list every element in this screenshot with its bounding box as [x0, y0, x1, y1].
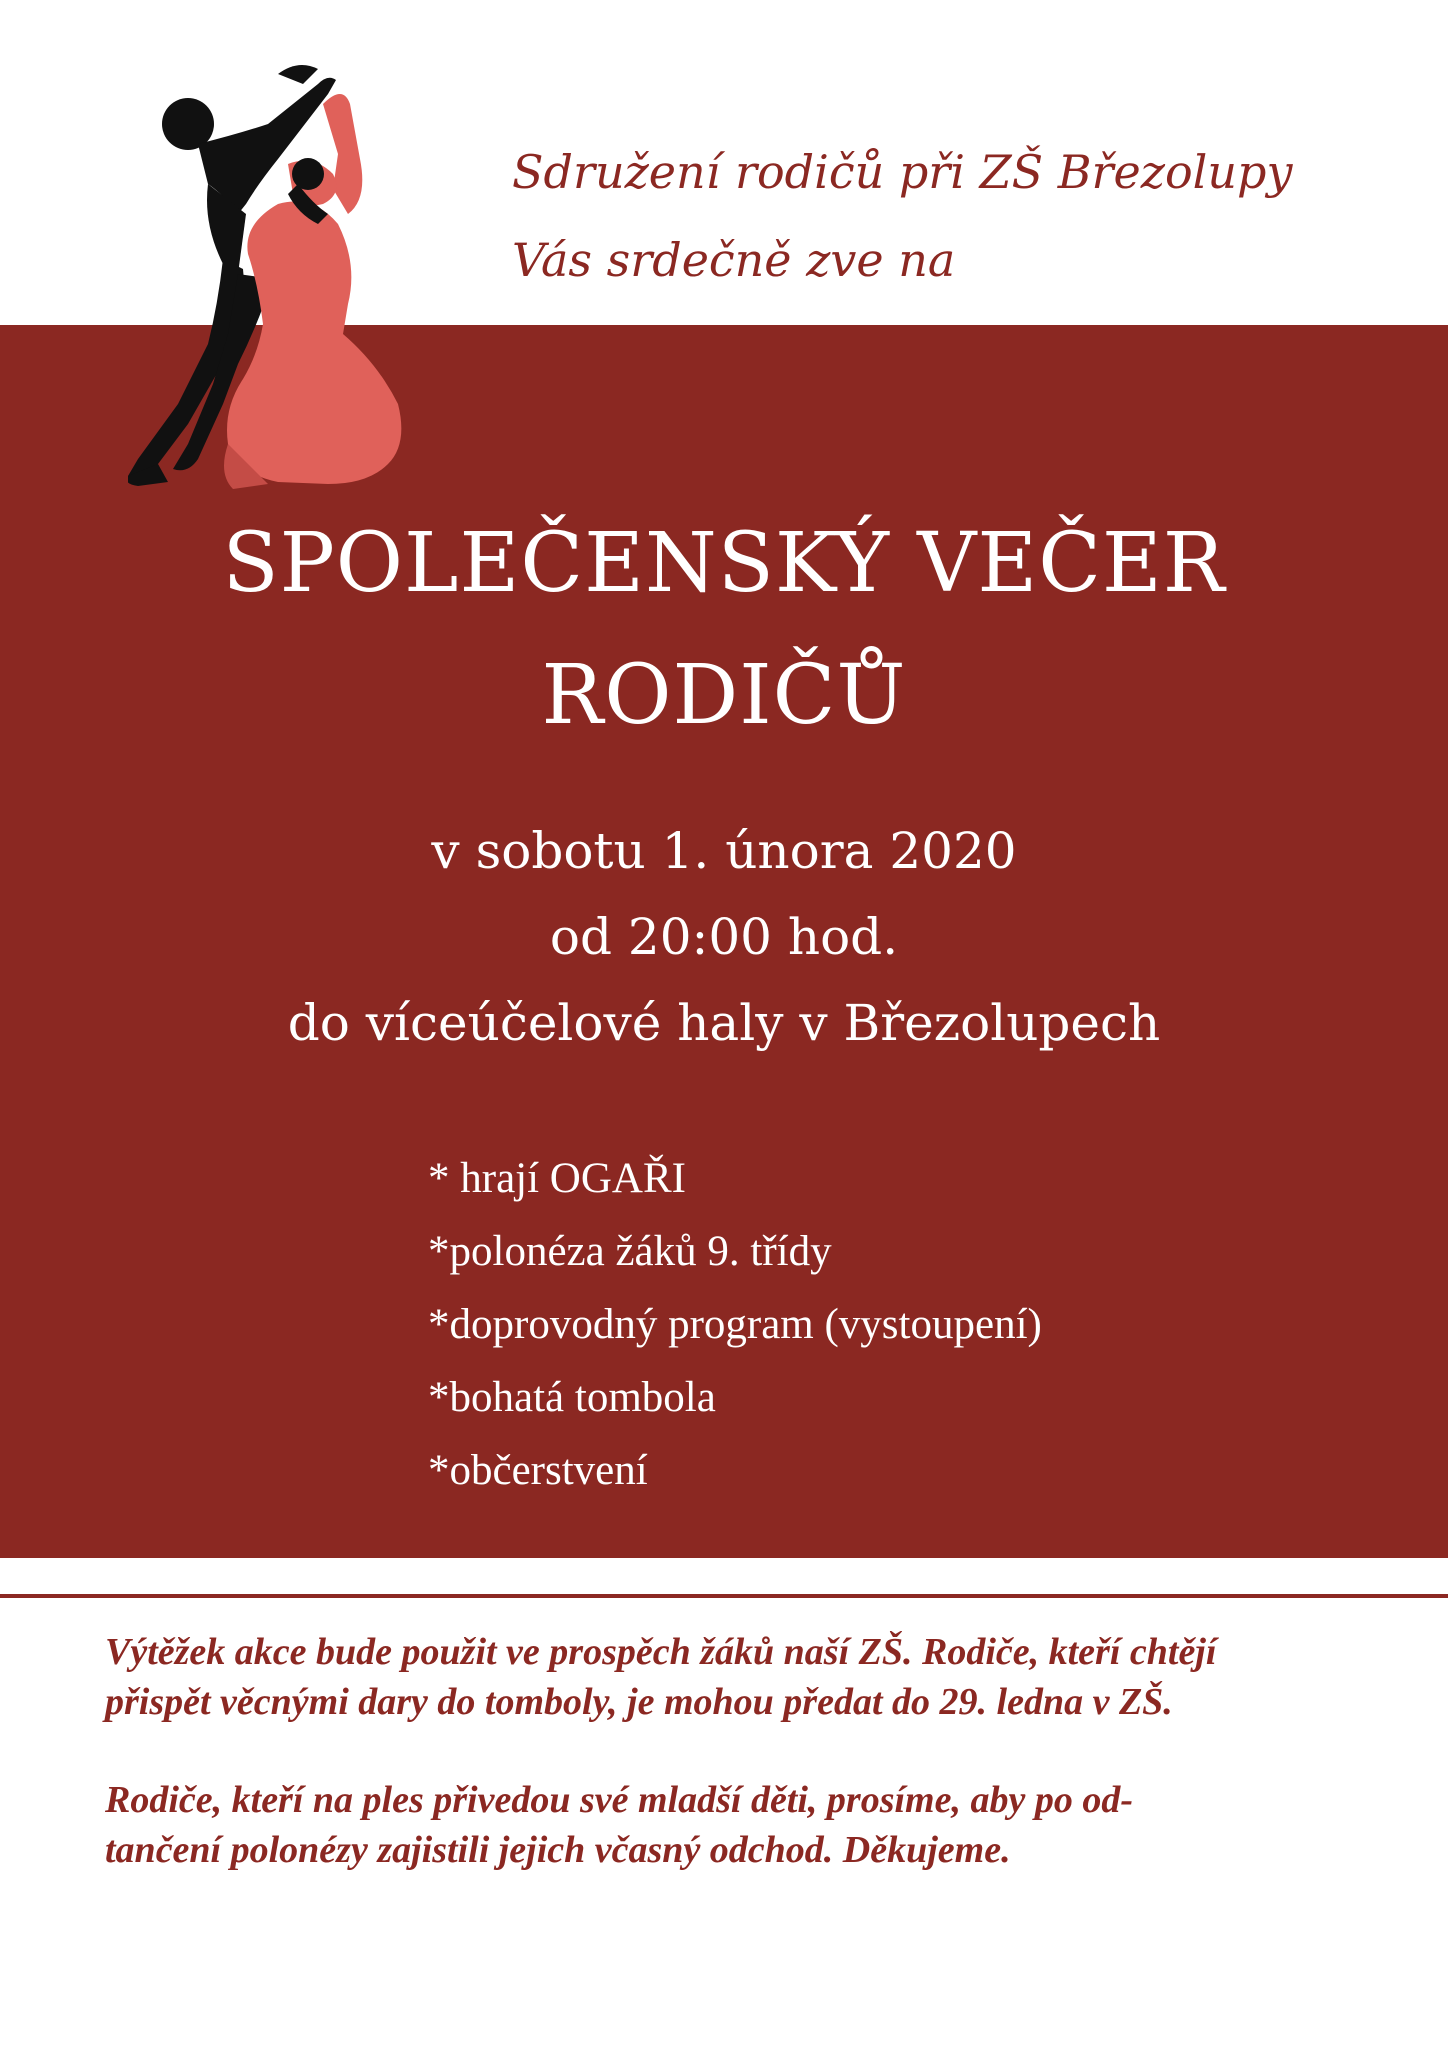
list-item: *polonéza žáků 9. třídy — [428, 1228, 832, 1275]
list-item: *bohatá tombola — [428, 1374, 716, 1421]
invite-line: Vás srdečně zve na — [512, 233, 956, 287]
list-item: *doprovodný program (vystoupení) — [428, 1301, 1042, 1348]
event-title — [0, 498, 1448, 762]
intro-text — [512, 128, 1412, 304]
event-date: v sobotu 1. února 2020 — [431, 822, 1017, 880]
list-item: *občerstvení — [428, 1447, 648, 1494]
ballroom-dancers-icon — [128, 64, 458, 524]
title-line-2: RODIČŮ — [541, 648, 907, 743]
event-details — [0, 808, 1448, 1066]
event-time: od 20:00 hod. — [549, 908, 899, 966]
red-divider-line — [0, 1594, 1448, 1598]
organizer-line: Sdružení rodičů při ZŠ Březolupy — [512, 145, 1293, 199]
event-venue: do víceúčelové haly v Březolupech — [287, 994, 1161, 1052]
children-note-line-1: Rodiče, kteří na ples přivedou své mladší děti, prosíme, aby po od- — [105, 1779, 1134, 1821]
proceeds-note-line-1: Výtěžek akce bude použit ve prospěch žáků naší ZŠ. Rodiče, kteří chtějí — [105, 1631, 1217, 1673]
proceeds-note-line-2: přispět věcnými dary do tomboly, je mohou předat do 29. ledna v ZŠ. — [105, 1681, 1173, 1723]
proceeds-note — [105, 1627, 1375, 1727]
children-note-line-2: tančení polonézy zajistili jejich včasný odchod. Děkujeme. — [105, 1829, 1011, 1871]
title-line-1: SPOLEČENSKÝ VEČER — [222, 516, 1226, 611]
children-note — [105, 1775, 1375, 1875]
program-list — [428, 1142, 1328, 1507]
list-item: * hrají OGAŘI — [428, 1155, 686, 1202]
